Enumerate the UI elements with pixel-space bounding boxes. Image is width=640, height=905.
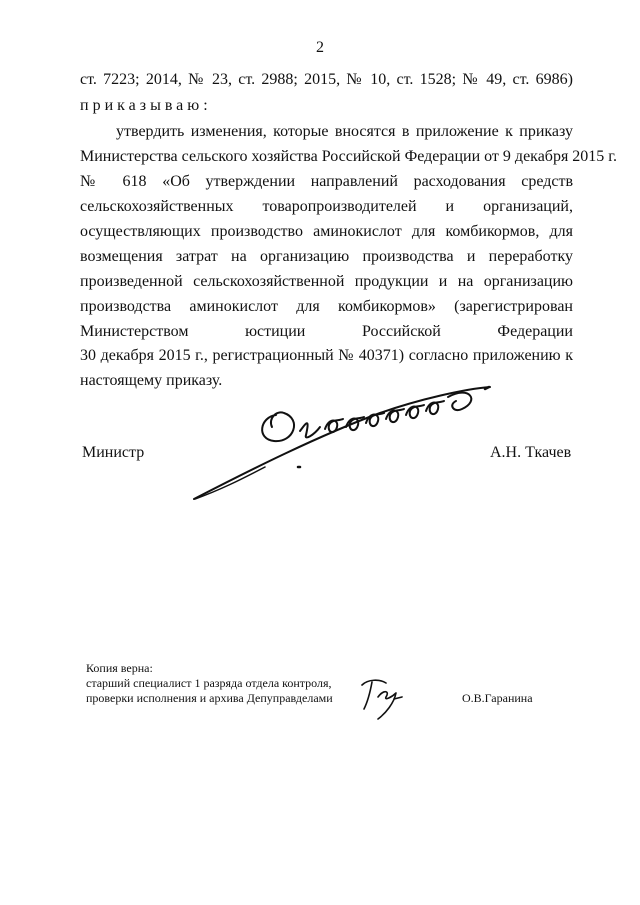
body-line-order: приказываю: — [80, 97, 212, 114]
signatory-title: Министр — [82, 444, 145, 461]
body-line-13: настоящему приказу. — [80, 372, 223, 389]
page-number: 2 — [316, 39, 324, 56]
body-line-5: № 618 «Об утверждении направлений расходования средств — [80, 173, 573, 190]
body-line-12: 30 декабря 2015 г., регистрационный № 40371) согласно приложению к — [80, 347, 573, 364]
copy-certified-label: Копия верна: — [86, 661, 153, 675]
copy-certifier-name: О.В.Гаранина — [462, 691, 533, 705]
copy-certifier-position-2: проверки исполнения и архива Депуправделами — [86, 691, 333, 705]
minister-signature — [180, 375, 520, 515]
copy-certifier-position-1: старший специалист 1 разряда отдела контроля, — [86, 676, 332, 690]
signatory-name: А.Н. Ткачев — [490, 444, 572, 461]
certifier-signature — [356, 675, 416, 725]
body-line-7: осуществляющих производство аминокислот для комбикормов, для — [80, 223, 573, 240]
body-line-11: Министерством юстиции Российской Федерации — [80, 323, 573, 340]
body-line-10: производства аминокислот для комбикормов» (зарегистрирован — [80, 298, 573, 315]
body-line-4: Министерства сельского хозяйства Российской Федерации от 9 декабря 2015 г. — [80, 148, 618, 165]
body-line-1: ст. 7223; 2014, № 23, ст. 2988; 2015, № 10, ст. 1528; № 49, ст. 6986) — [80, 71, 573, 88]
body-line-9: произведенной сельскохозяйственной продукции и на организацию — [80, 273, 573, 290]
body-line-8: возмещения затрат на организацию производства и переработку — [80, 248, 573, 265]
body-line-3: утвердить изменения, которые вносятся в приложение к приказу — [116, 123, 573, 140]
body-line-6: сельскохозяйственных товаропроизводителей и организаций, — [80, 198, 573, 215]
